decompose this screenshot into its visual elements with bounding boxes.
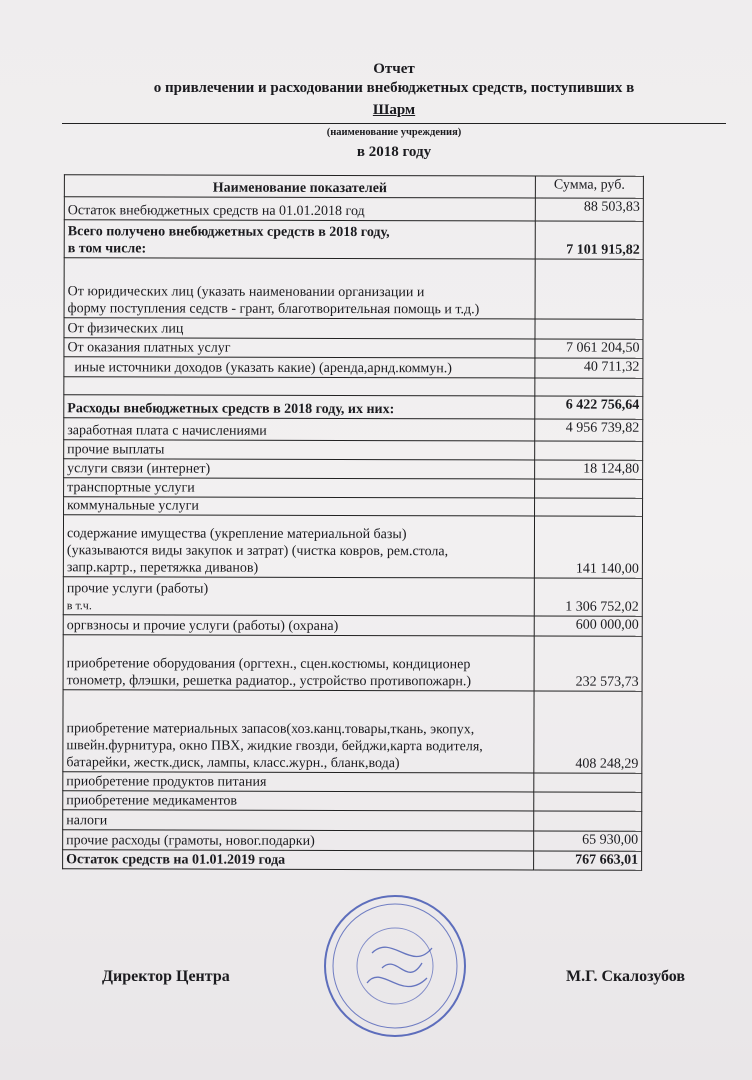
row-label: Остаток внебюджетных средств на 01.01.2018 год <box>64 197 535 221</box>
report-table <box>62 174 644 871</box>
row-sum: 40 711,32 <box>535 358 643 378</box>
table-row <box>64 418 643 442</box>
table-row <box>63 810 642 832</box>
row-sum <box>535 479 643 498</box>
row-label-line: в т.ч. <box>66 598 92 613</box>
institution-underline <box>62 123 726 124</box>
row-label-line: в том числе: <box>67 241 147 257</box>
row-label: иные источники доходов (указать какие) (аренда,арнд.коммун.) <box>64 357 535 378</box>
row-label-line: содержание имущества (укрепление материальной базы) <box>66 526 407 543</box>
row-label: приобретение медикаментов <box>63 791 534 811</box>
row-label: налоги <box>63 810 534 831</box>
row-label: приобретение продуктов питания <box>63 772 534 792</box>
table-row <box>64 338 643 359</box>
row-label-line: тонометр, флэшки, решетка радиатор., устройство противопожарн.) <box>66 673 472 690</box>
row-label-line: приобретение оборудования (оргтехн., сцен.костюмы, кондиционер <box>66 656 471 673</box>
table-row <box>63 635 642 692</box>
row-sum <box>535 319 643 339</box>
row-label <box>64 220 535 259</box>
row-label-line: От юридических лиц (указать наименовании организации и <box>67 284 425 301</box>
row-label-line: швейн.фурнитура, окно ПВХ, жидкие гвозди, бейджи,карта водителя, <box>66 738 483 755</box>
row-label: транспортные услуги <box>64 478 535 498</box>
row-label-line: (указываются виды закупок и затрат) (чистка ковров, рем.стола, <box>66 543 449 560</box>
row-label: заработная плата с начислениями <box>64 418 535 441</box>
row-label-line: прочие услуги (работы) <box>66 581 209 597</box>
table-row <box>63 830 642 852</box>
col-sum-header: Сумма, руб. <box>535 176 643 198</box>
row-label <box>63 515 534 578</box>
table-row <box>63 791 642 812</box>
row-label <box>64 377 535 396</box>
row-sum: 7 061 204,50 <box>535 339 643 358</box>
row-sum: 6 422 756,64 <box>535 396 643 419</box>
director-name: М.Г. Скалозубов <box>566 968 686 985</box>
row-sum: 4 956 739,82 <box>535 419 643 441</box>
row-sum <box>534 811 642 831</box>
table-row <box>63 772 642 793</box>
table-row <box>64 395 643 420</box>
row-label <box>63 635 534 691</box>
row-sum: 88 503,83 <box>535 198 643 221</box>
report-subtitle: о привлечении и расходовании внебюджетных средств, поступивших в <box>153 80 635 96</box>
row-sum: 65 930,00 <box>534 831 642 851</box>
row-sum: 18 124,80 <box>535 460 643 479</box>
row-label: коммунальные услуги <box>64 497 535 516</box>
row-label: От физических лиц <box>64 318 535 339</box>
institution-name: Шарм <box>372 102 416 118</box>
row-sum: 141 140,00 <box>534 516 642 578</box>
row-label: оргвзносы и прочие услуги (работы) (охрана) <box>63 615 534 636</box>
table-row <box>64 258 643 320</box>
row-sum <box>535 259 643 319</box>
row-label-line: Всего получено внебюджетных средств в 2018 году, <box>67 224 390 241</box>
row-sum: 232 573,73 <box>534 636 642 691</box>
table-row <box>63 515 642 579</box>
row-label: прочие выплаты <box>64 440 535 460</box>
table-row <box>64 318 643 340</box>
row-sum: 7 101 915,82 <box>535 221 643 259</box>
table-row <box>64 478 643 499</box>
director-position: Директор Центра <box>102 968 230 985</box>
row-label-line: приобретение материальных запасов(хоз.канц.товары,ткань, экопух, <box>66 721 475 738</box>
row-label: От оказания платных услуг <box>64 338 535 358</box>
table-row <box>64 377 643 397</box>
row-sum: 600 000,00 <box>534 616 642 636</box>
row-sum <box>535 498 643 516</box>
row-label: услуги связи (интернет) <box>64 459 535 479</box>
report-year: в 2018 году <box>356 144 432 160</box>
row-sum <box>534 792 642 811</box>
row-sum <box>535 378 643 396</box>
table-row <box>64 197 643 222</box>
institution-caption: (наименование учреждения) <box>326 127 462 138</box>
row-label: Остаток средств на 01.01.2019 года <box>63 850 534 870</box>
row-label <box>63 577 534 616</box>
table-row <box>63 850 642 871</box>
table-row <box>64 440 643 461</box>
row-label: Расходы внебюджетных средств в 2018 году, их них: <box>64 395 535 419</box>
row-label-line: запр.картр., перетяжка диванов) <box>66 560 259 576</box>
row-label <box>64 258 535 319</box>
row-sum: 1 306 752,02 <box>534 578 642 616</box>
table-row <box>64 497 643 517</box>
table-row <box>63 577 642 617</box>
row-sum <box>535 441 643 460</box>
row-sum: 767 663,01 <box>534 851 642 870</box>
table-row <box>64 357 643 379</box>
col-name-header: Наименование показателей <box>64 175 535 198</box>
row-label-line: батарейки, жестк.диск, лампы, класс.журн., бланк,вода) <box>66 755 400 772</box>
row-label-line: форму поступления седств - грант, благотворительная помощь и т.д.) <box>67 301 480 318</box>
row-label: прочие расходы (грамоты, новог.подарки) <box>63 830 534 851</box>
report-title: Отчет <box>373 61 415 77</box>
table-row <box>63 690 642 774</box>
row-label <box>63 690 534 773</box>
table-header <box>64 175 643 199</box>
table-row <box>64 459 643 480</box>
table-row <box>63 615 642 637</box>
row-sum: 408 248,29 <box>534 691 642 773</box>
official-stamp <box>322 893 468 1039</box>
table-row <box>64 220 643 260</box>
row-sum <box>534 773 642 792</box>
